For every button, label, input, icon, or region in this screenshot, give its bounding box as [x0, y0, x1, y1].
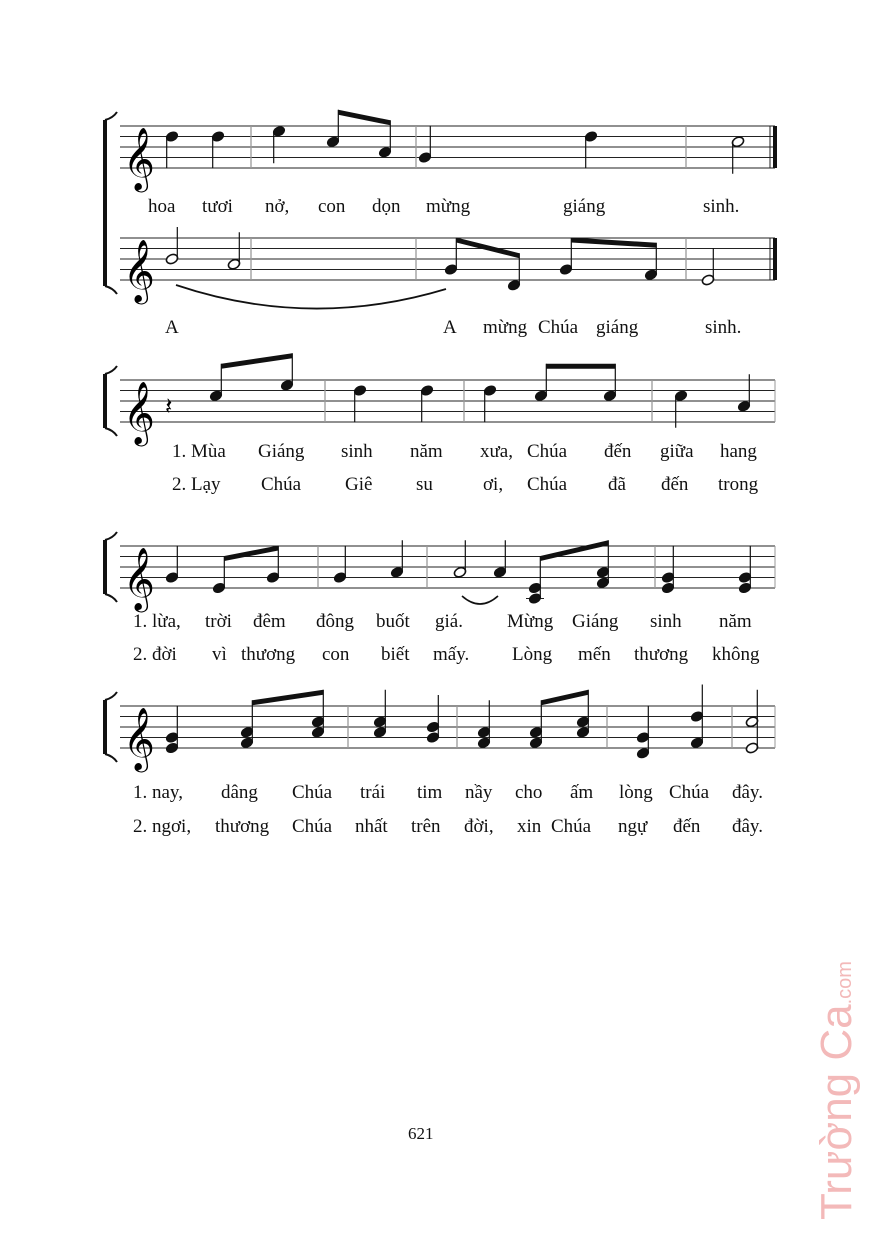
- lyric-syllable: đây.: [732, 782, 763, 803]
- lyric-syllable: sinh.: [705, 317, 742, 338]
- lyric-syllable: ngự: [618, 816, 648, 837]
- lyric-syllable: xưa,: [480, 441, 513, 462]
- note-beam: [541, 690, 588, 706]
- tie: [462, 596, 498, 604]
- lyric-syllable: sinh.: [703, 196, 740, 217]
- treble-clef-icon: 𝄞: [123, 707, 155, 770]
- lyric-syllable: vì: [212, 644, 227, 665]
- lyric-syllable: trái: [360, 782, 386, 803]
- lyric-syllable: thương: [241, 644, 296, 665]
- lyric-syllable: mấy.: [433, 644, 470, 665]
- watermark-logo: [812, 961, 862, 1220]
- note-beam: [252, 690, 323, 706]
- treble-clef-icon: 𝄞: [123, 127, 155, 190]
- lyric-syllable: trời: [205, 611, 232, 632]
- lyric-syllable: Chúa: [292, 816, 333, 837]
- watermark-text: Trường Ca: [812, 1004, 861, 1220]
- lyric-syllable: su: [416, 474, 433, 495]
- lyric-syllable: không: [712, 644, 760, 665]
- lyric-syllable: đến: [604, 441, 632, 462]
- note-beam: [540, 540, 608, 561]
- note-beam: [338, 110, 390, 126]
- lyric-syllable: trên: [411, 816, 441, 837]
- note-beam: [546, 364, 615, 369]
- lyric-syllable: tươi: [202, 196, 233, 217]
- watermark-suffix: .com: [834, 961, 856, 1005]
- lyric-syllable: đây.: [732, 816, 763, 837]
- lyric-syllable: ấm: [570, 782, 594, 803]
- lyric-syllable: 1. Mùa: [172, 441, 226, 462]
- lyric-syllable: Chúa: [292, 782, 333, 803]
- lyric-syllable: Giáng: [258, 441, 305, 462]
- lyric-syllable: biết: [381, 644, 410, 665]
- lyric-syllable: đời,: [464, 816, 494, 837]
- lyric-syllable: Chúa: [538, 317, 579, 338]
- lyric-syllable: lòng: [619, 782, 653, 803]
- lyric-syllable: mến: [578, 644, 611, 665]
- lyric-syllable: cho: [515, 782, 543, 803]
- lyric-syllable: Chúa: [669, 782, 710, 803]
- lyric-syllable: nở,: [265, 196, 290, 217]
- quarter-rest-icon: 𝄽: [165, 392, 173, 420]
- lyric-syllable: A: [165, 317, 179, 338]
- lyric-syllable: Chúa: [527, 441, 568, 462]
- lyric-syllable: hang: [720, 441, 757, 462]
- lyric-syllable: đến: [673, 816, 701, 837]
- lyric-syllable: giáng: [563, 196, 606, 217]
- lyric-syllable: mừng: [483, 317, 528, 338]
- lyric-syllable: năm: [719, 611, 752, 632]
- lyric-syllable: Lòng: [512, 644, 553, 665]
- page-number: 621: [408, 1124, 434, 1143]
- lyric-syllable: Giáng: [572, 611, 619, 632]
- lyric-syllable: con: [318, 196, 346, 217]
- lyric-syllable: Giê: [345, 474, 373, 495]
- lyric-syllable: A: [443, 317, 457, 338]
- lyric-syllable: buốt: [376, 611, 410, 632]
- lyric-syllable: Mừng: [507, 611, 554, 632]
- lyric-syllable: 2. Lạy: [172, 474, 221, 495]
- lyric-syllable: tim: [417, 782, 443, 803]
- lyric-syllable: sinh: [650, 611, 682, 632]
- lyric-syllable: sinh: [341, 441, 373, 462]
- lyric-syllable: thương: [215, 816, 270, 837]
- treble-clef-icon: 𝄞: [123, 239, 155, 302]
- lyric-syllable: nhất: [355, 816, 388, 837]
- lyric-syllable: giáng: [596, 317, 639, 338]
- lyric-syllable: 1. nay,: [133, 782, 183, 803]
- note-beam: [224, 546, 278, 562]
- lyric-syllable: hoa: [148, 196, 176, 217]
- lyric-syllable: dâng: [221, 782, 258, 803]
- treble-clef-icon: 𝄞: [123, 381, 155, 444]
- lyric-syllable: đã: [608, 474, 626, 495]
- treble-clef-icon: 𝄞: [123, 547, 155, 610]
- note-beam: [221, 353, 292, 369]
- lyric-syllable: 2. đời: [133, 644, 177, 665]
- lyric-syllable: con: [322, 644, 350, 665]
- lyric-syllable: trong: [718, 474, 759, 495]
- lyric-syllable: đêm: [253, 611, 286, 632]
- lyric-syllable: thương: [634, 644, 689, 665]
- lyric-syllable: dọn: [372, 196, 401, 217]
- lyric-syllable: xin: [517, 816, 542, 837]
- lyric-syllable: giữa: [660, 441, 694, 462]
- lyric-syllable: Chúa: [527, 474, 568, 495]
- lyric-syllable: nầy: [465, 782, 493, 803]
- lyric-syllable: 1. lừa,: [133, 611, 181, 632]
- lyric-syllable: đến: [661, 474, 689, 495]
- lyric-syllable: mừng: [426, 196, 471, 217]
- lyric-syllable: giá.: [435, 611, 463, 632]
- lyric-syllable: năm: [410, 441, 443, 462]
- lyric-syllable: Chúa: [551, 816, 592, 837]
- lyric-syllable: 2. ngơi,: [133, 816, 192, 837]
- note-beam: [571, 238, 656, 248]
- lyric-syllable: Chúa: [261, 474, 302, 495]
- slur: [176, 285, 446, 309]
- lyric-syllable: ơi,: [483, 474, 504, 495]
- note-beam: [456, 238, 519, 259]
- lyric-syllable: đông: [316, 611, 354, 632]
